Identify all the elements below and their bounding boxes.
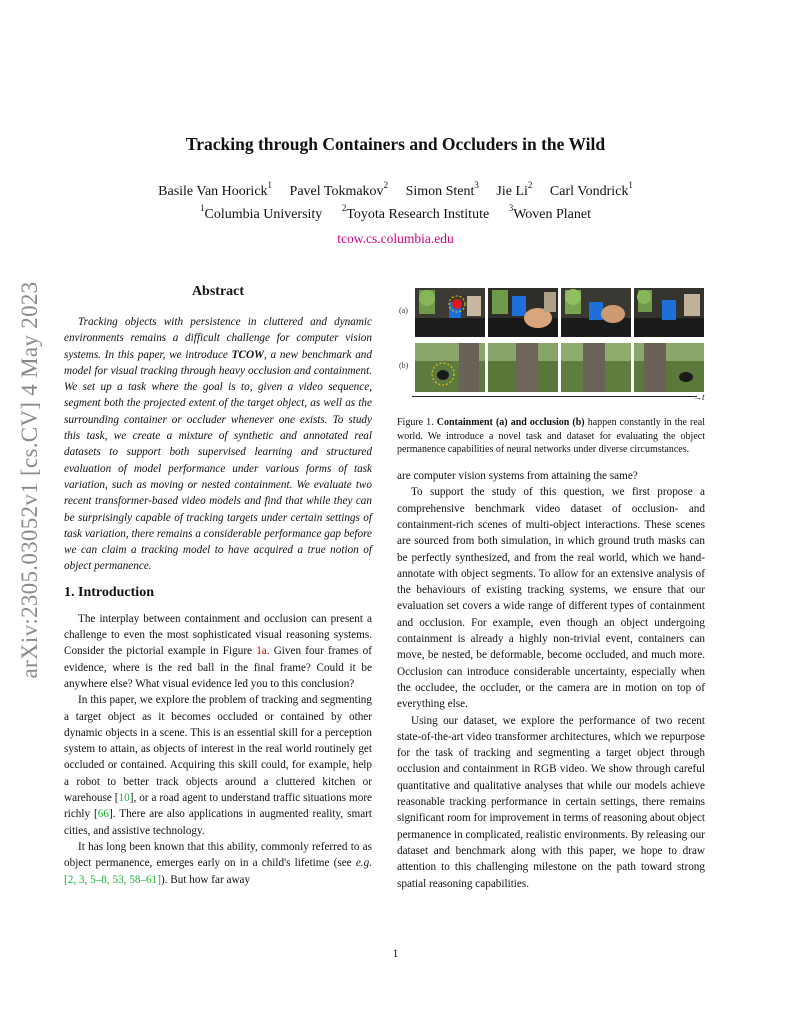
right-paragraph: To support the study of this question, we first propose a comprehensive benchmark video dataset of occlusion- and containment-rich scenes of multi-object interactions. These scenes are sourced from both simulation, in which ground truth masks can be perfectly synthesized, and from the real world, which we hand-annotate with object segments. To allow for an extensive analysis of the behaviours of existing tracking systems, we ensure that our evaluation set covers a wide range of different types of containment and occlusion. For example, even though an object undergoing containment is already a highly non-trivial event, containers can move, be nested, be deformable, become occluded, and much more. Occlusion can introduce considerable uncertainty, especially when the occludee, the occluder, or the camera are in motion on top of everything else. [397, 486, 705, 711]
frame-image [634, 343, 704, 392]
author: Jie Li$^2$ [496, 180, 533, 199]
frame-image [561, 288, 631, 337]
author: Pavel Tokmakov$^2$ [289, 180, 389, 199]
page-number: 1 [392, 948, 399, 960]
frame-image [634, 288, 704, 337]
frame-image [561, 343, 631, 392]
frame-image [415, 343, 485, 392]
intro-paragraph: In this paper, we explore the problem of tracking and segmenting a target object as it becomes occluded or contained by other dynamic objects in a scene. This is an essential skill for a perception system to attain, as objects of interest in the real world routinely get occluded or contained. Acquiring this skill could, for example, help a robot to better track objects around a cluttered kitchen or warehouse [10], or a road agent to understand traffic situations more richly [66]. There are also applications in augmented reality, smart cities, and assistive technology. [64, 694, 373, 837]
citation-link[interactable]: 10 [118, 792, 130, 805]
author: Basile Van Hoorick$^1$ [158, 180, 273, 199]
intro-paragraph: It has long been known that this ability, commonly referred to as object permanence, emerges early on in a child's lifetime (see e.g. [2, 3, 5–8, 53, 58–61]). But how far away [64, 840, 372, 886]
author-list [0, 180, 791, 200]
right-column [397, 288, 705, 892]
introduction-heading: 1. Introduction [64, 584, 154, 600]
author: Simon Stent$^3$ [405, 180, 479, 199]
author: Carl Vondrick$^1$ [549, 180, 633, 199]
time-axis [412, 396, 697, 397]
arxiv-stamp [10, 270, 50, 690]
citation-links[interactable]: [2, 3, 5–8, 53, 58–61] [64, 873, 161, 886]
frame-image [488, 288, 558, 337]
figure-ref-link[interactable]: 1a [256, 645, 267, 658]
affiliation-list [0, 203, 791, 223]
affiliation: $^1$Columbia University [199, 203, 323, 222]
arxiv-stamp-text: arXiv:2305.03052v1 [cs.CV] 4 May 2023 [17, 281, 42, 679]
affiliation: $^2$Toyota Research Institute [341, 203, 490, 222]
row-label-a: (a) [399, 306, 408, 315]
affiliation: $^3$Woven Planet [508, 203, 591, 222]
abstract-text: Tracking objects with persistence in cluttered and dynamic environments remains a difficult challenge for computer vision systems. In this paper, we introduce TCOW, a new benchmark and model for visual tracking through heavy occlusion and containment. We set up a task where the goal is to, given a video sequence, segment both the projected extent of the target object, as well as the surrounding container or occluder whenever one exists. To study this task, we create a mixture of synthetic and annotated real datasets to support both supervised learning and structured evaluation of model performance under various forms of task variation, such as moving or nested containment. We evaluate two recent transformer-based video models and find that while they can be surprisingly capable of tracking targets under certain settings of task variation, there remains a considerable performance gap before we can claim a tracking model to have acquired a true notion of object permanence. [64, 316, 372, 573]
row-label-b: (b) [399, 361, 409, 370]
figure-caption: Figure 1. Containment (a) and occlusion (b) happen constantly in the real world. We introduce a novel task and dataset for evaluating the object permanence capabilities of neural networks under diverse circumstances. [397, 417, 705, 456]
right-paragraph: are computer vision systems from attaining the same? [397, 470, 638, 483]
paper-title: Tracking through Containers and Occluders in the Wild [185, 134, 606, 154]
left-column [64, 284, 372, 888]
intro-paragraph: The interplay between containment and occlusion can present a challenge to even the most sophisticated visual reasoning systems. Consider the pictorial example in Figure 1a. Given four frames of evidence, where is the red ball in the final frame? Could it be anywhere else? What visual evidence led you to this conclusion? [64, 612, 372, 690]
right-paragraph: Using our dataset, we explore the performance of two recent state-of-the-art video transformer architectures, which we repurpose for the task of tracking and segmenting a target object through occlusion and containment in RGB video. We show through careful quantitative and qualitative analyses that while our models achieve reasonable tracking performance in certain settings, there remains significant room for improvement in terms of reasoning about object permanence in complicated, realistic environments. By releasing our dataset and benchmark along with this paper, we hope to draw attention to this challenging milestone on the path toward strong spatial reasoning capabilities. [397, 714, 705, 890]
figure-1 [397, 288, 705, 403]
frame-image [415, 288, 485, 337]
project-website-link[interactable]: tcow.cs.columbia.edu [337, 231, 454, 246]
frame-image [488, 343, 558, 392]
citation-link[interactable]: 66 [97, 808, 109, 821]
time-axis-label: →t [693, 392, 705, 402]
abstract-heading: Abstract [191, 284, 245, 299]
tcow-emphasis: TCOW [231, 348, 264, 361]
